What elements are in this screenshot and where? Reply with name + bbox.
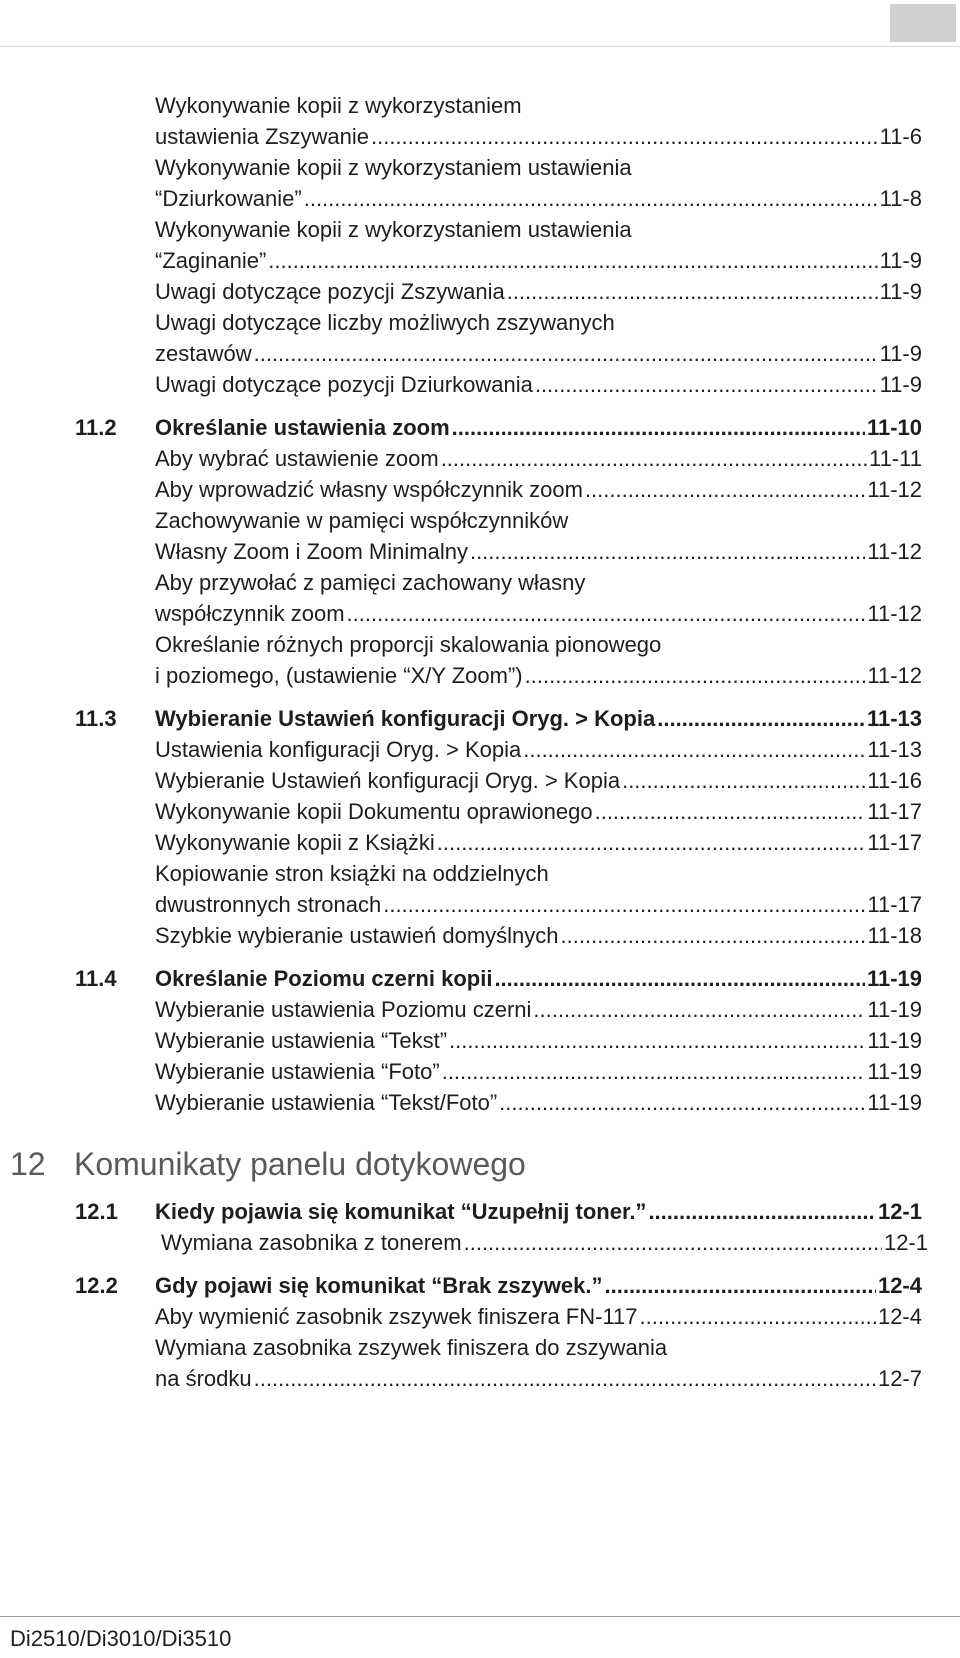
- toc-entry-line: dwustronnych stronach: [155, 892, 382, 917]
- page-number: 11-9: [879, 248, 922, 273]
- dot-leader: [507, 276, 878, 307]
- toc-entry[interactable]: [155, 629, 922, 691]
- toc-entry[interactable]: [155, 1056, 922, 1087]
- toc-entry-line: Wykonywanie kopii z wykorzystaniem: [155, 93, 522, 118]
- toc-entry-line: Wykonywanie kopii z Książki: [155, 830, 435, 855]
- bottom-rule: [0, 1616, 960, 1617]
- dot-leader: [347, 598, 866, 629]
- chapter-number: 12: [10, 1146, 46, 1182]
- toc-entry[interactable]: [155, 1025, 922, 1056]
- toc-entry-line: Wykonywanie kopii z wykorzystaniem ustawienia: [155, 217, 632, 242]
- toc-entry-line: Aby wymienić zasobnik zszywek finiszera FN-117: [155, 1304, 638, 1329]
- toc-entry-line: Aby wybrać ustawienie zoom: [155, 446, 439, 471]
- toc-entry-line: Własny Zoom i Zoom Minimalny: [155, 539, 468, 564]
- toc-section[interactable]: [75, 963, 922, 994]
- toc-entry-line: Aby wprowadzić własny współczynnik zoom: [155, 477, 583, 502]
- dot-leader: [383, 889, 865, 920]
- toc-entry[interactable]: [155, 1087, 922, 1118]
- toc-entry-line: ustawienia Zszywanie: [155, 124, 369, 149]
- toc-entry-line: “Zaginanie”: [155, 248, 267, 273]
- page-number: 11-11: [868, 446, 922, 471]
- toc-entry-line: Uwagi dotyczące liczby możliwych zszywanych: [155, 310, 615, 335]
- chapter-title: Komunikaty panelu dotykowego: [74, 1146, 526, 1182]
- page-number: 11-9: [879, 372, 922, 397]
- dot-leader: [371, 121, 878, 152]
- dot-leader: [268, 245, 877, 276]
- page-number: 11-17: [867, 830, 922, 855]
- page-number: 12-4: [877, 1304, 922, 1329]
- toc-entry[interactable]: [155, 307, 922, 369]
- toc-entry-line: Wykonywanie kopii Dokumentu oprawionego: [155, 799, 593, 824]
- toc-entry[interactable]: [155, 369, 922, 400]
- page-number: 11-10: [866, 415, 922, 440]
- section-title: Kiedy pojawia się komunikat “Uzupełnij toner.”: [155, 1199, 647, 1224]
- dot-leader: [657, 703, 865, 734]
- toc-entry[interactable]: [155, 276, 922, 307]
- toc-entry[interactable]: [155, 858, 922, 920]
- toc-section[interactable]: [75, 412, 922, 443]
- toc-entry[interactable]: [155, 734, 922, 765]
- page-number: 11-9: [879, 341, 922, 366]
- section-number: 11.2: [75, 415, 117, 440]
- section-title: Wybieranie Ustawień konfiguracji Oryg. > Kopia: [155, 706, 656, 731]
- page-number: 11-12: [867, 601, 922, 626]
- page-number: 11-12: [867, 477, 922, 502]
- toc-entry-line: Wybieranie Ustawień konfiguracji Oryg. > Kopia: [155, 768, 621, 793]
- dot-leader: [494, 963, 865, 994]
- toc-entry[interactable]: [155, 505, 922, 567]
- dot-leader: [499, 1087, 865, 1118]
- toc-entry-line: Ustawienia konfiguracji Oryg. > Kopia: [155, 737, 522, 762]
- dot-leader: [449, 1025, 865, 1056]
- page-number: 11-18: [867, 923, 922, 948]
- dot-leader: [525, 660, 866, 691]
- dot-leader: [585, 474, 865, 505]
- dot-leader: [254, 338, 878, 369]
- chapter-heading: [10, 1144, 960, 1184]
- toc-entry-line: na środku: [155, 1366, 252, 1391]
- toc-entry[interactable]: [155, 827, 922, 858]
- page-number: 11-6: [879, 124, 922, 149]
- section-number: 11.3: [75, 706, 117, 731]
- page-number: 12-1: [877, 1199, 922, 1224]
- page-number: 11-17: [867, 892, 922, 917]
- page-number: 11-19: [867, 1059, 922, 1084]
- toc-entry-line: Określanie różnych proporcji skalowania pionowego: [155, 632, 662, 657]
- section-number: 12.2: [75, 1273, 118, 1298]
- toc-entry[interactable]: [155, 796, 922, 827]
- dot-leader: [605, 1270, 876, 1301]
- dot-leader: [464, 1227, 882, 1258]
- page-number: 11-8: [879, 186, 922, 211]
- section-number: 12.1: [75, 1199, 118, 1224]
- section-title: Gdy pojawi się komunikat “Brak zszywek.”: [155, 1273, 603, 1298]
- toc-entry[interactable]: [155, 90, 922, 152]
- toc-entry-line: i poziomego, (ustawienie “X/Y Zoom”): [155, 663, 523, 688]
- dot-leader: [304, 183, 878, 214]
- dot-leader: [533, 994, 865, 1025]
- dot-leader: [523, 734, 865, 765]
- section-title: Określanie ustawienia zoom: [155, 415, 450, 440]
- toc-entry[interactable]: [155, 1301, 922, 1332]
- footer-model: Di2510/Di3010/Di3510: [10, 1626, 232, 1651]
- dot-leader: [254, 1363, 876, 1394]
- dot-leader: [648, 1196, 876, 1227]
- toc-entry-line: współczynnik zoom: [155, 601, 345, 626]
- toc-entry[interactable]: [155, 920, 922, 951]
- dot-leader: [442, 1056, 866, 1087]
- dot-leader: [535, 369, 878, 400]
- toc-entry-line: Wybieranie ustawienia “Foto”: [155, 1059, 440, 1084]
- toc-section[interactable]: [75, 1196, 922, 1227]
- toc-entry-line: Uwagi dotyczące pozycji Zszywania: [155, 279, 505, 304]
- toc-entry[interactable]: [155, 567, 922, 629]
- page-number: 11-16: [867, 768, 922, 793]
- section-number: 11.4: [75, 966, 117, 991]
- page-number: 11-19: [867, 1090, 922, 1115]
- toc-entry[interactable]: [155, 1227, 928, 1258]
- page-number: 11-19: [866, 966, 922, 991]
- toc-entry-line: Wykonywanie kopii z wykorzystaniem ustawienia: [155, 155, 632, 180]
- toc-entry-line: zestawów: [155, 341, 252, 366]
- dot-leader: [640, 1301, 876, 1332]
- page-number: 11-13: [867, 737, 922, 762]
- toc-entry[interactable]: [155, 152, 922, 214]
- toc-entry-line: Aby przywołać z pamięci zachowany własny: [155, 570, 586, 595]
- toc-entry-line: Wybieranie ustawienia Poziomu czerni: [155, 997, 532, 1022]
- page-number: 12-4: [877, 1273, 922, 1298]
- dot-leader: [441, 443, 867, 474]
- toc-section[interactable]: [75, 1270, 922, 1301]
- page-number: 11-13: [866, 706, 922, 731]
- toc-entry-line: Wymiana zasobnika z tonerem: [161, 1230, 462, 1255]
- toc-entry[interactable]: [155, 214, 922, 276]
- page-number: 11-19: [867, 997, 922, 1022]
- toc-entry[interactable]: [155, 474, 922, 505]
- toc-entry-line: Uwagi dotyczące pozycji Dziurkowania: [155, 372, 533, 397]
- toc-entry[interactable]: [155, 994, 922, 1025]
- section-title: Określanie Poziomu czerni kopii: [155, 966, 493, 991]
- dot-leader: [595, 796, 866, 827]
- page-number: 11-12: [867, 539, 922, 564]
- toc-entry[interactable]: [155, 443, 922, 474]
- corner-tab: [890, 4, 956, 42]
- dot-leader: [622, 765, 865, 796]
- toc-entry-line: Wybieranie ustawienia “Tekst/Foto”: [155, 1090, 498, 1115]
- toc-entry-line: Wymiana zasobnika zszywek finiszera do zszywania: [155, 1335, 668, 1360]
- toc-entry[interactable]: [155, 765, 922, 796]
- toc-entry-line: Wybieranie ustawienia “Tekst”: [155, 1028, 448, 1053]
- toc-entry-line: Szybkie wybieranie ustawień domyślnych: [155, 923, 559, 948]
- toc-entry-line: Zachowywanie w pamięci współczynników: [155, 508, 569, 533]
- toc-entry-line: Kopiowanie stron książki na oddzielnych: [155, 861, 549, 886]
- page-number: 11-12: [867, 663, 922, 688]
- toc-section[interactable]: [75, 703, 922, 734]
- toc-entry[interactable]: [155, 1332, 922, 1394]
- dot-leader: [561, 920, 866, 951]
- page-number: 12-7: [877, 1366, 922, 1391]
- dot-leader: [437, 827, 866, 858]
- table-of-contents: [0, 90, 960, 1394]
- page-number: 12-1: [883, 1230, 928, 1255]
- top-rule: [0, 46, 960, 47]
- page-number: 11-19: [867, 1028, 922, 1053]
- dot-leader: [470, 536, 865, 567]
- toc-entry-line: “Dziurkowanie”: [155, 186, 302, 211]
- dot-leader: [452, 412, 865, 443]
- page-number: 11-9: [879, 279, 922, 304]
- page-number: 11-17: [867, 799, 922, 824]
